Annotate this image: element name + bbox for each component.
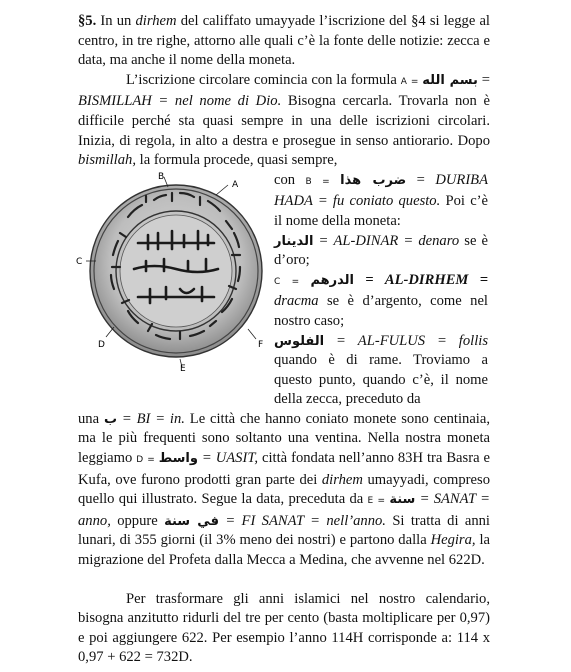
coin-image [76,171,274,371]
term-bismillah: BISMILLAH = nel nome di Dio. [78,93,282,110]
text: = [377,496,386,507]
text: In un [100,13,132,29]
text: L’iscrizione circolare comincia con la formula [126,71,397,88]
text: = [416,171,425,188]
term-dirhem: dirhem [135,13,177,29]
term-duriba: DURIBA HADA = fu coniato questo. [274,171,489,210]
text: la migrazione del Profeta dalla Mecca a Medina, che avvenne nel 622D. [78,532,490,569]
arabic-wasit: واسط [158,451,198,467]
text: Bisogna cercarla. Trovarla non è difficile perché sta quasi sempre in una delle iscrizioni circolari. Inizia, di regola, in alto a destra e prosegue in senso antiorario. Dopo [78,93,490,149]
text: oppure [117,512,158,529]
marker-d: D [136,455,144,466]
text: umayyadi, compreso quello qui illustrato. Segue la data, preceduta da [78,471,490,508]
term-bi: = BI = in. [121,410,185,427]
marker-a: A [400,76,407,87]
side-fulus [274,332,488,410]
marker-e: E [367,496,374,507]
text: = [322,176,330,187]
term-sanat: = SANAT = anno, [78,491,490,529]
coin-label-c: C [76,256,83,267]
term-dirhem: dirhem [321,471,363,488]
arabic-fi-sana: في سنة [164,513,219,529]
paragraph-conversion: Per trasformare gli anni islamici nel nostro calendario, bisogna anzitutto ridurli del tre per cento (basta moltiplicare per 0,97) e poi aggiungere 622. Per esempio l’anno 114H corrisponde a: 114 x 0,97 + 622 = 732D. [78,590,490,666]
side-duriba [274,171,488,232]
text: quando è di rame. Troviamo a questo punto, quando c’è, il nome della zecca, preceduto da [274,352,488,408]
coin-label-b: B [158,171,165,182]
term-dracma: dracma [274,293,319,310]
text: Si tratta di anni lunari, di 355 giorni (il 3% meno dei nostri) e partono dalla [78,512,490,549]
arabic-dirhem: الدرهم [310,272,354,288]
side-column [274,171,488,410]
coin-label-f: F [258,339,264,350]
coin-label-d: D [98,339,105,350]
text: del califfato umayyade l’iscrizione del §4 si legge al centro, in tre righe, attorno alle quali c’è la fonte delle notizie: zecca e data, ma anche il nome della moneta. [78,13,490,69]
paragraph-intro [78,12,490,71]
arabic-sana: سنة [389,492,416,508]
text: = [291,276,300,287]
text: la formula procede, quasi sempre, [139,152,338,169]
text: se è d’oro; [274,232,488,269]
paragraph-zecca [78,410,490,571]
document-page [78,12,490,668]
text: Le città che hanno coniato monete sono centinaia, ma le più frequenti sono soltanto una ventina. Nella nostra moneta leggiamo [78,410,490,467]
text: = [481,71,491,88]
arabic-bi: ب [103,411,118,427]
term-dinar: = AL-DINAR = denaro [318,232,460,249]
term-dirhem-bold: = AL-DIRHEM = [365,271,489,288]
arabic-fulus: الفلوس [274,333,325,349]
text: città fondata nell’anno 83H tra Basra e Kufa, ove furono prodotti gran parte dei [78,450,490,488]
side-dinar [274,232,488,271]
side-dirhem [274,271,488,332]
term-fulus: = AL-FULUS = follis [336,332,488,349]
text: con [274,171,296,188]
marker-c: C [274,276,281,287]
arabic-dinar: الدينار [274,233,314,249]
paragraph-bismillah [78,71,490,171]
term-fi-sanat: = FI SANAT = nell’anno. [225,512,386,529]
coin-label-e: E [180,363,186,371]
coin-label-a: A [232,179,239,190]
arabic-bismillah: بسم الله [422,72,478,88]
text: = [147,455,155,466]
section-number: §5. [78,13,97,29]
term-uasit: = UASIT, [201,450,259,467]
text: se è d’argento, come nel nostro caso; [274,293,488,329]
text: = [410,76,419,87]
term-hegira: Hegira, [430,532,476,549]
text: una [78,410,100,427]
marker-b: B [305,176,312,187]
text: Poi c’è il nome della moneta: [274,193,489,229]
term-bismillah-2: bismillah, [78,152,136,169]
coin-section [78,171,490,410]
arabic-duriba: ضرب هذا [340,172,407,188]
